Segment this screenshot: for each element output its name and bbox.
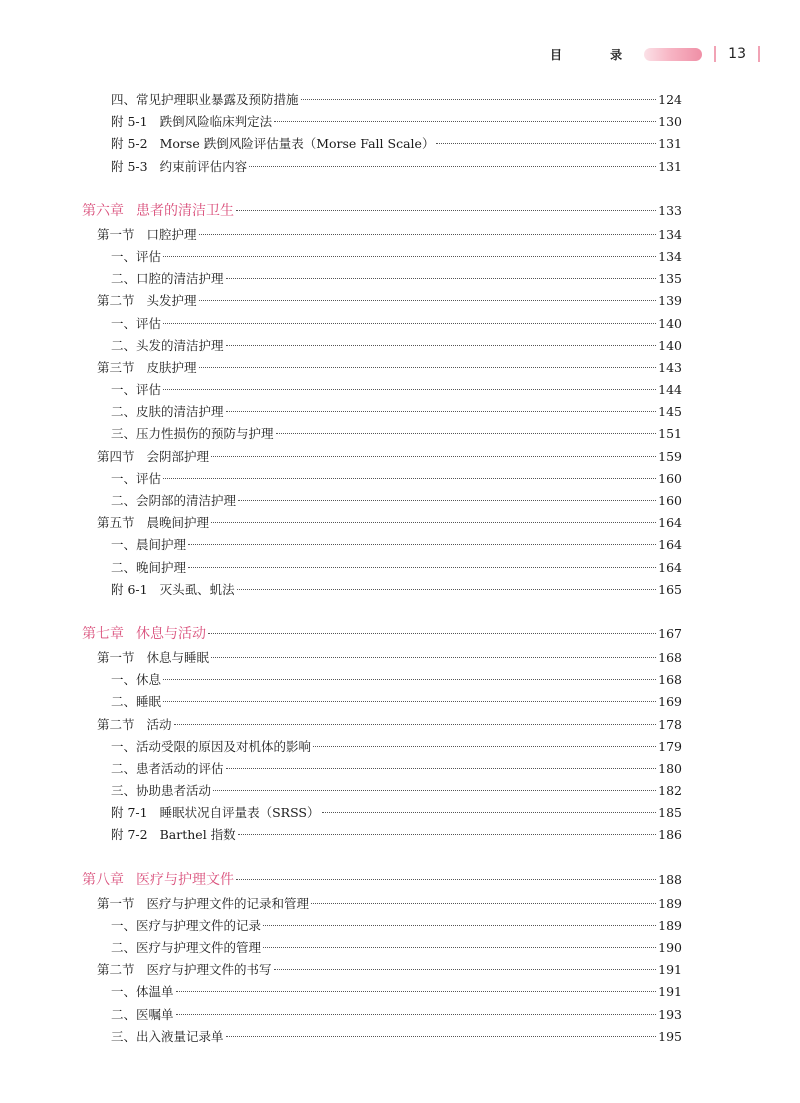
dot-leader xyxy=(236,879,656,880)
toc-entry-label xyxy=(111,246,161,268)
toc-section-row[interactable] xyxy=(82,714,682,736)
toc-page-number: 188 xyxy=(658,871,682,887)
toc-entry-title: Morse 跌倒风险评估量表（Morse Fall Scale） xyxy=(159,136,435,152)
toc-item-row[interactable] xyxy=(82,669,682,691)
toc-page-number: 144 xyxy=(658,382,682,398)
toc-entry-label xyxy=(111,579,235,601)
toc-section-row[interactable] xyxy=(82,446,682,468)
toc-entry-title: 头发护理 xyxy=(146,293,197,309)
toc-item-row[interactable] xyxy=(82,780,682,802)
header-decor-bar xyxy=(644,48,702,61)
toc-entry-title: 二、皮肤的清洁护理 xyxy=(111,404,224,420)
toc-entry-tag: 第一节 xyxy=(97,895,135,911)
toc-entry-label xyxy=(97,893,309,915)
toc-page-number: 140 xyxy=(658,337,682,353)
toc-entry-tag: 第五节 xyxy=(97,515,135,531)
toc-page-number: 180 xyxy=(658,760,682,776)
toc-item-row[interactable] xyxy=(82,89,682,111)
toc-chapter-row[interactable] xyxy=(82,869,682,893)
toc-entry-tag: 附 5-2 xyxy=(111,136,148,152)
toc-entry-label xyxy=(82,869,234,891)
toc-entry-title: 会阴部护理 xyxy=(146,448,210,464)
toc-entry-tag: 附 7-2 xyxy=(111,827,148,843)
toc-entry-title: 二、口腔的清洁护理 xyxy=(111,271,224,287)
toc-page-number: 189 xyxy=(658,917,682,933)
dot-leader xyxy=(163,389,656,390)
dot-leader xyxy=(274,969,657,970)
toc-entry-tag: 附 5-1 xyxy=(111,114,148,130)
toc-entry-label xyxy=(111,401,224,423)
dot-leader xyxy=(311,903,656,904)
toc-item-row[interactable] xyxy=(82,268,682,290)
dot-leader xyxy=(263,925,656,926)
toc-entry-title: 二、头发的清洁护理 xyxy=(111,337,224,353)
toc-entry-title: 休息与活动 xyxy=(136,625,206,642)
toc-section-row[interactable] xyxy=(82,290,682,312)
toc-entry-tag: 第二节 xyxy=(97,293,135,309)
toc-item-row[interactable] xyxy=(82,981,682,1003)
dot-leader xyxy=(237,589,657,590)
toc-item-row[interactable] xyxy=(82,937,682,959)
toc-entry-tag: 第七章 xyxy=(82,625,124,642)
toc-entry-title: 晨晚间护理 xyxy=(146,515,210,531)
toc-entry-label xyxy=(111,758,224,780)
toc-entry-title: 四、常见护理职业暴露及预防措施 xyxy=(111,92,299,107)
toc-entry-title: 二、医嘱单 xyxy=(111,1006,174,1022)
toc-item-row[interactable] xyxy=(82,313,682,335)
toc-page-number: 145 xyxy=(658,404,682,420)
dot-leader xyxy=(163,679,656,680)
toc-section-row[interactable] xyxy=(82,224,682,246)
toc-entry-title: 医疗与护理文件的记录和管理 xyxy=(146,895,310,911)
toc-page-number: 131 xyxy=(658,136,682,152)
toc-item-row[interactable] xyxy=(82,468,682,490)
toc-page-number: 159 xyxy=(658,448,682,464)
dot-leader xyxy=(213,790,656,791)
toc-entry-title: Barthel 指数 xyxy=(159,827,236,843)
toc-entry-tag: 附 5-3 xyxy=(111,158,148,174)
dot-leader xyxy=(238,834,656,835)
dot-leader xyxy=(226,768,657,769)
toc-entry-label xyxy=(111,780,211,802)
dot-leader xyxy=(199,367,657,368)
toc-entry-title: 二、会阴部的清洁护理 xyxy=(111,493,237,508)
dot-leader xyxy=(276,433,657,434)
toc-page-number: 193 xyxy=(658,1006,682,1022)
toc-item-row[interactable] xyxy=(82,423,682,445)
dot-leader xyxy=(249,166,656,167)
toc-item-row[interactable] xyxy=(82,534,682,556)
toc-entry-tag: 第二节 xyxy=(97,716,135,732)
toc-entry-title: 二、医疗与护理文件的管理 xyxy=(111,940,262,955)
dot-leader xyxy=(208,633,656,634)
toc-entry-title: 医疗与护理文件 xyxy=(136,871,234,888)
toc-entry-title: 睡眠状况自评量表（SRSS） xyxy=(159,805,320,821)
toc-entry-title: 三、出入液量记录单 xyxy=(111,1028,224,1044)
toc-entry-tag: 第八章 xyxy=(82,871,124,888)
toc-section-row[interactable] xyxy=(82,893,682,915)
toc-entry-label xyxy=(97,290,197,312)
toc-entry-tag: 附 6-1 xyxy=(111,581,148,597)
dot-leader xyxy=(188,567,656,568)
dot-leader xyxy=(263,947,656,948)
toc-entry-title: 一、休息 xyxy=(111,672,162,688)
toc-entry-label xyxy=(111,423,274,445)
toc-entry-tag: 第四节 xyxy=(97,448,135,464)
toc-page-number: 164 xyxy=(658,537,682,553)
toc-entry-label xyxy=(111,490,236,512)
toc-page-number: 191 xyxy=(658,984,682,1000)
dot-leader xyxy=(199,234,657,235)
dot-leader xyxy=(436,143,656,144)
toc-item-row[interactable] xyxy=(82,401,682,423)
toc-entry-title: 一、活动受限的原因及对机体的影响 xyxy=(111,738,312,754)
dot-leader xyxy=(322,812,657,813)
dot-leader xyxy=(176,991,657,992)
toc-entry-title: 一、评估 xyxy=(111,470,162,486)
toc-entry-title: 一、晨间护理 xyxy=(111,537,187,553)
dot-leader xyxy=(174,724,657,725)
dot-leader xyxy=(163,256,656,257)
dot-leader xyxy=(226,345,657,346)
dot-leader xyxy=(313,746,656,747)
toc-page-number: 135 xyxy=(658,271,682,287)
toc-entry-label xyxy=(111,691,161,713)
chapter-gap xyxy=(82,178,682,200)
toc-item-row[interactable] xyxy=(82,824,682,846)
toc-page-number: 160 xyxy=(658,493,682,508)
toc-page-number: 124 xyxy=(658,92,682,107)
toc-entry-label xyxy=(111,915,261,937)
section-title: 目 录 xyxy=(549,47,645,62)
toc-entry-title: 一、评估 xyxy=(111,315,162,331)
toc-page-number: 134 xyxy=(658,248,682,264)
dot-leader xyxy=(211,522,656,523)
toc-entry-title: 三、压力性损伤的预防与护理 xyxy=(111,426,274,442)
toc-section-row[interactable] xyxy=(82,512,682,534)
toc-item-row[interactable] xyxy=(82,111,682,133)
table-of-contents xyxy=(82,89,682,1048)
toc-page-number: 164 xyxy=(658,515,682,531)
toc-page-number: 182 xyxy=(658,783,682,799)
toc-page-number: 191 xyxy=(658,962,682,978)
toc-entry-tag: 第一节 xyxy=(97,649,135,665)
toc-chapter-row[interactable] xyxy=(82,623,682,647)
toc-entry-title: 休息与睡眠 xyxy=(146,649,210,665)
toc-entry-tag: 第一节 xyxy=(97,226,135,242)
toc-entry-label xyxy=(111,534,186,556)
toc-item-row[interactable] xyxy=(82,579,682,601)
toc-entry-title: 一、评估 xyxy=(111,382,162,398)
toc-page-number: 178 xyxy=(658,716,682,732)
toc-section-row[interactable] xyxy=(82,647,682,669)
toc-page-number: 185 xyxy=(658,805,682,821)
toc-entry-title: 一、医疗与护理文件的记录 xyxy=(111,917,262,933)
toc-entry-label xyxy=(111,1004,174,1026)
toc-entry-title: 患者的清洁卫生 xyxy=(136,202,234,219)
toc-page-number: 131 xyxy=(658,158,682,174)
toc-entry-label xyxy=(97,647,209,669)
toc-entry-title: 医疗与护理文件的书写 xyxy=(146,962,272,978)
dot-leader xyxy=(188,544,656,545)
toc-item-row[interactable] xyxy=(82,156,682,178)
dot-leader xyxy=(163,478,656,479)
toc-page-number: 140 xyxy=(658,315,682,331)
page-number: 13 xyxy=(728,46,746,62)
toc-entry-label xyxy=(111,937,261,959)
toc-page-number: 165 xyxy=(658,581,682,597)
toc-page-number: 189 xyxy=(658,895,682,911)
toc-entry-label xyxy=(97,512,209,534)
toc-entry-label xyxy=(111,824,236,846)
toc-page-number: 151 xyxy=(658,426,682,442)
toc-entry-label xyxy=(111,1026,224,1048)
toc-entry-label xyxy=(97,714,172,736)
dot-leader xyxy=(301,99,657,100)
toc-page-number: 143 xyxy=(658,359,682,375)
toc-entry-label xyxy=(111,111,272,133)
toc-entry-label xyxy=(111,669,161,691)
header-divider-left xyxy=(714,46,716,62)
toc-entry-label xyxy=(111,468,161,490)
toc-page-number: 179 xyxy=(658,738,682,754)
header-divider-right xyxy=(758,46,760,62)
toc-page-number: 134 xyxy=(658,226,682,242)
dot-leader xyxy=(211,456,656,457)
toc-entry-tag: 附 7-1 xyxy=(111,805,148,821)
toc-entry-title: 灭头虱、虮法 xyxy=(159,581,235,597)
toc-entry-label xyxy=(97,446,209,468)
dot-leader xyxy=(163,323,656,324)
toc-entry-label xyxy=(111,379,161,401)
toc-item-row[interactable] xyxy=(82,1026,682,1048)
dot-leader xyxy=(199,300,657,301)
toc-entry-tag: 第三节 xyxy=(97,359,135,375)
toc-entry-title: 皮肤护理 xyxy=(146,359,197,375)
toc-page-number: 167 xyxy=(658,625,682,641)
toc-entry-title: 二、患者活动的评估 xyxy=(111,760,224,776)
toc-item-row[interactable] xyxy=(82,490,682,512)
toc-entry-label xyxy=(97,224,197,246)
toc-entry-title: 一、评估 xyxy=(111,248,162,264)
toc-entry-tag: 第二节 xyxy=(97,962,135,978)
toc-item-row[interactable] xyxy=(82,335,682,357)
toc-entry-title: 一、体温单 xyxy=(111,984,174,1000)
toc-chapter-row[interactable] xyxy=(82,200,682,224)
dot-leader xyxy=(226,1036,657,1037)
toc-item-row[interactable] xyxy=(82,133,682,155)
toc-item-row[interactable] xyxy=(82,691,682,713)
toc-entry-tag: 第六章 xyxy=(82,202,124,219)
toc-page-number: 186 xyxy=(658,827,682,843)
page-header xyxy=(550,40,760,68)
dot-leader xyxy=(236,210,656,211)
toc-entry-label xyxy=(97,959,272,981)
toc-page-number: 130 xyxy=(658,114,682,130)
toc-entry-label xyxy=(111,313,161,335)
toc-item-row[interactable] xyxy=(82,1004,682,1026)
toc-entry-label xyxy=(111,802,320,824)
dot-leader xyxy=(226,411,657,412)
toc-entry-title: 三、协助患者活动 xyxy=(111,783,212,799)
toc-page-number: 168 xyxy=(658,649,682,665)
chapter-gap xyxy=(82,601,682,623)
toc-entry-label xyxy=(97,357,197,379)
toc-entry-label xyxy=(111,981,174,1003)
toc-item-row[interactable] xyxy=(82,557,682,579)
toc-item-row[interactable] xyxy=(82,802,682,824)
toc-page-number: 190 xyxy=(658,940,682,955)
chapter-gap xyxy=(82,847,682,869)
toc-entry-title: 活动 xyxy=(146,716,172,732)
toc-entry-label xyxy=(111,89,299,111)
toc-page-number: 139 xyxy=(658,293,682,309)
dot-leader xyxy=(163,701,656,702)
toc-item-row[interactable] xyxy=(82,915,682,937)
toc-section-row[interactable] xyxy=(82,959,682,981)
toc-entry-title: 二、睡眠 xyxy=(111,694,162,710)
toc-page-number: 168 xyxy=(658,672,682,688)
toc-page-number: 169 xyxy=(658,694,682,710)
toc-entry-label xyxy=(111,335,224,357)
toc-page-number: 164 xyxy=(658,559,682,575)
toc-entry-label xyxy=(82,623,206,645)
toc-entry-title: 口腔护理 xyxy=(146,226,197,242)
toc-section-row[interactable] xyxy=(82,357,682,379)
dot-leader xyxy=(226,278,657,279)
toc-entry-title: 约束前评估内容 xyxy=(159,158,248,174)
toc-entry-label xyxy=(111,736,311,758)
toc-item-row[interactable] xyxy=(82,246,682,268)
toc-entry-label xyxy=(111,133,434,155)
toc-entry-title: 跌倒风险临床判定法 xyxy=(159,114,273,130)
toc-entry-label xyxy=(111,156,247,178)
toc-entry-label xyxy=(82,200,234,222)
toc-item-row[interactable] xyxy=(82,736,682,758)
dot-leader xyxy=(211,657,656,658)
toc-item-row[interactable] xyxy=(82,379,682,401)
toc-entry-label xyxy=(111,557,186,579)
toc-page-number: 133 xyxy=(658,202,682,218)
dot-leader xyxy=(274,121,656,122)
toc-entry-label xyxy=(111,268,224,290)
dot-leader xyxy=(176,1014,657,1015)
toc-page-number: 160 xyxy=(658,470,682,486)
toc-page-number: 195 xyxy=(658,1028,682,1044)
dot-leader xyxy=(238,500,656,501)
toc-entry-title: 二、晚间护理 xyxy=(111,559,187,575)
toc-item-row[interactable] xyxy=(82,758,682,780)
